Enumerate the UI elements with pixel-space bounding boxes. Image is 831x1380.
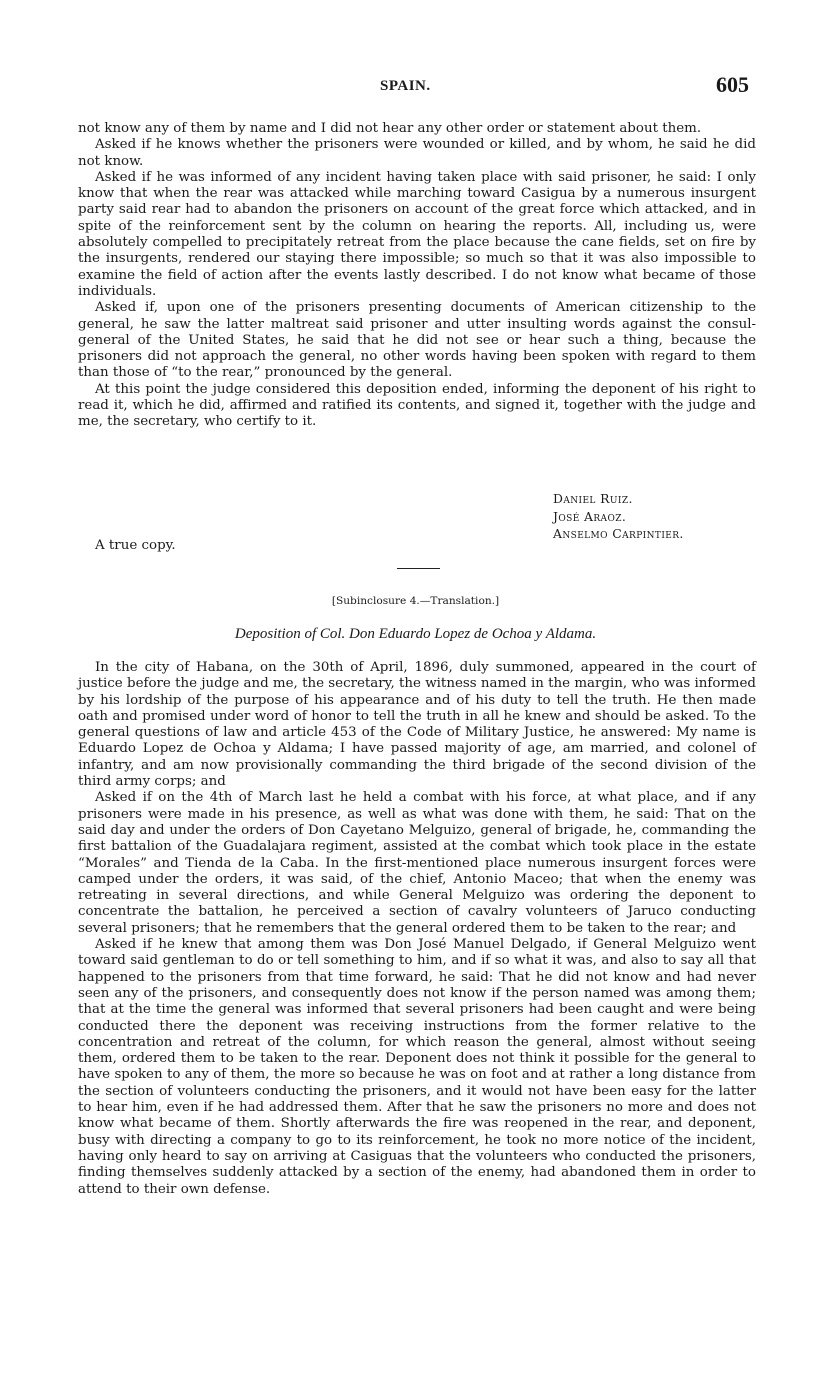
signature-block bbox=[553, 490, 684, 543]
deposition-heading: Deposition of Col. Don Eduardo Lopez de Ochoa y Aldama. bbox=[234, 626, 597, 642]
page-number: 605 bbox=[716, 72, 749, 97]
running-title: SPAIN. bbox=[380, 78, 431, 94]
running-head bbox=[0, 72, 831, 102]
paragraph: In the city of Habana, on the 30th of April, 1896, duly summoned, appeared in the court of justice before the judge and me, the secretary, the witness named in the margin, who was informed by his lordship of the purpose of his appearance and of his duty to tell the truth. He then made oath and promised under word of honor to tell the truth in all he knew and should be asked. To the general questions of law and article 453 of the Code of Military Justice, he answered: My name is Eduardo Lopez de Ochoa y Aldama; I have passed majority of age, am married, and colonel of infantry, and am now provisionally commanding the third brigade of the second division of the third army corps; and bbox=[78, 660, 756, 790]
paragraph: Asked if he knows whether the prisoners were wounded or killed, and by whom, he said he did not know. bbox=[78, 137, 756, 169]
subinclosure-label: [Subinclosure 4.—Translation.] bbox=[331, 595, 500, 607]
signature-name: José Araoz. bbox=[553, 508, 627, 524]
signature-name: Anselmo Carpintier. bbox=[553, 526, 684, 541]
paragraph: Asked if, upon one of the prisoners presenting documents of American citizenship to the general, he saw the latter maltreat said prisoner and utter insulting words against the consul-general of the United States, he said that he did not see or hear such a thing, because the prisoners did not approach the general, no other words having been spoken with regard to them than those of “to the rear,” pronounced by the general. bbox=[78, 300, 756, 381]
paragraph: Asked if he knew that among them was Don José Manuel Delgado, if General Melguizo went toward said gentleman to do or tell something to him, and if so what it was, and also to say all that happened to the prisoners from that time forward, he said: That he did not know and had never seen any of the prisoners, and consequently does not know if the person named was among them; that at the time the general was informed that several prisoners had been caught and were being conducted there the deponent was receiving instructions from the former relative to the concentration and retreat of the column, for which reason the general, almost without seeing them, ordered them to be taken to the rear. Deponent does not think it possible for the general to have spoken to any of them, the more so because he was on foot and at rather a long distance from the section of volunteers conducting the prisoners, and it would not have been easy for the latter to hear him, even if he had addressed them. After that he saw the prisoners no more and does not know what became of them. Shortly afterwards the fire was reopened in the rear, and deponent, busy with directing a company to go to its reinforcement, he took no more notice of the incident, having only heard to say on arriving at Casiguas that the volunteers who conducted the prisoners, finding themselves suddenly attacked by a section of the enemy, had abandoned them in order to attend to their own defense. bbox=[78, 937, 756, 1197]
true-copy-note: A true copy. bbox=[95, 538, 176, 553]
deposition-ruiz-body bbox=[78, 121, 756, 431]
paragraph: Asked if he was informed of any incident having taken place with said prisoner, he said: I only know that when the rear was attacked while marching toward Casigua by a numerous insurgent party said rear had to abandon the prisoners on account of the great force which attacked, and in spite of the reinforcement sent by the column on hearing the reports. All, including us, were absolutely compelled to precipitately retreat from the place because the cane fields, set on fire by the insurgents, rendered our staying there impossible; so much so that it was also impossible to examine the field of action after the events lastly described. I do not know what became of those individuals. bbox=[78, 169, 756, 299]
paragraph: Asked if on the 4th of March last he held a combat with his force, at what place, and if any prisoners were made in his presence, as well as what was done with them, he said: That on the said day and under the orders of Don Cayetano Melguizo, general of brigade, he, commanding the first battalion of the Guadalajara regiment, assisted at the combat which took place in the estate “Morales” and Tienda de la Caba. In the first-mentioned place numerous insurgent forces were camped under the orders, it was said, of the chief, Antonio Maceo; that when the enemy was retreating in several directions, and while General Melguizo was ordering the deponent to concentrate the battalion, he perceived a section of cavalry volunteers of Jaruco conducting several prisoners; that he remembers that the general ordered them to be taken to the rear; and bbox=[78, 790, 756, 936]
paragraph: At this point the judge considered this deposition ended, informing the deponent of his right to read it, which he did, affirmed and ratified its contents, and signed it, together with the judge and me, the secretary, who certify to it. bbox=[78, 381, 756, 430]
deposition-lopez-body bbox=[78, 660, 756, 1198]
paragraph: not know any of them by name and I did not hear any other order or statement about them. bbox=[78, 121, 702, 136]
section-divider bbox=[397, 568, 440, 569]
signature-name: Daniel Ruiz. bbox=[553, 491, 633, 506]
